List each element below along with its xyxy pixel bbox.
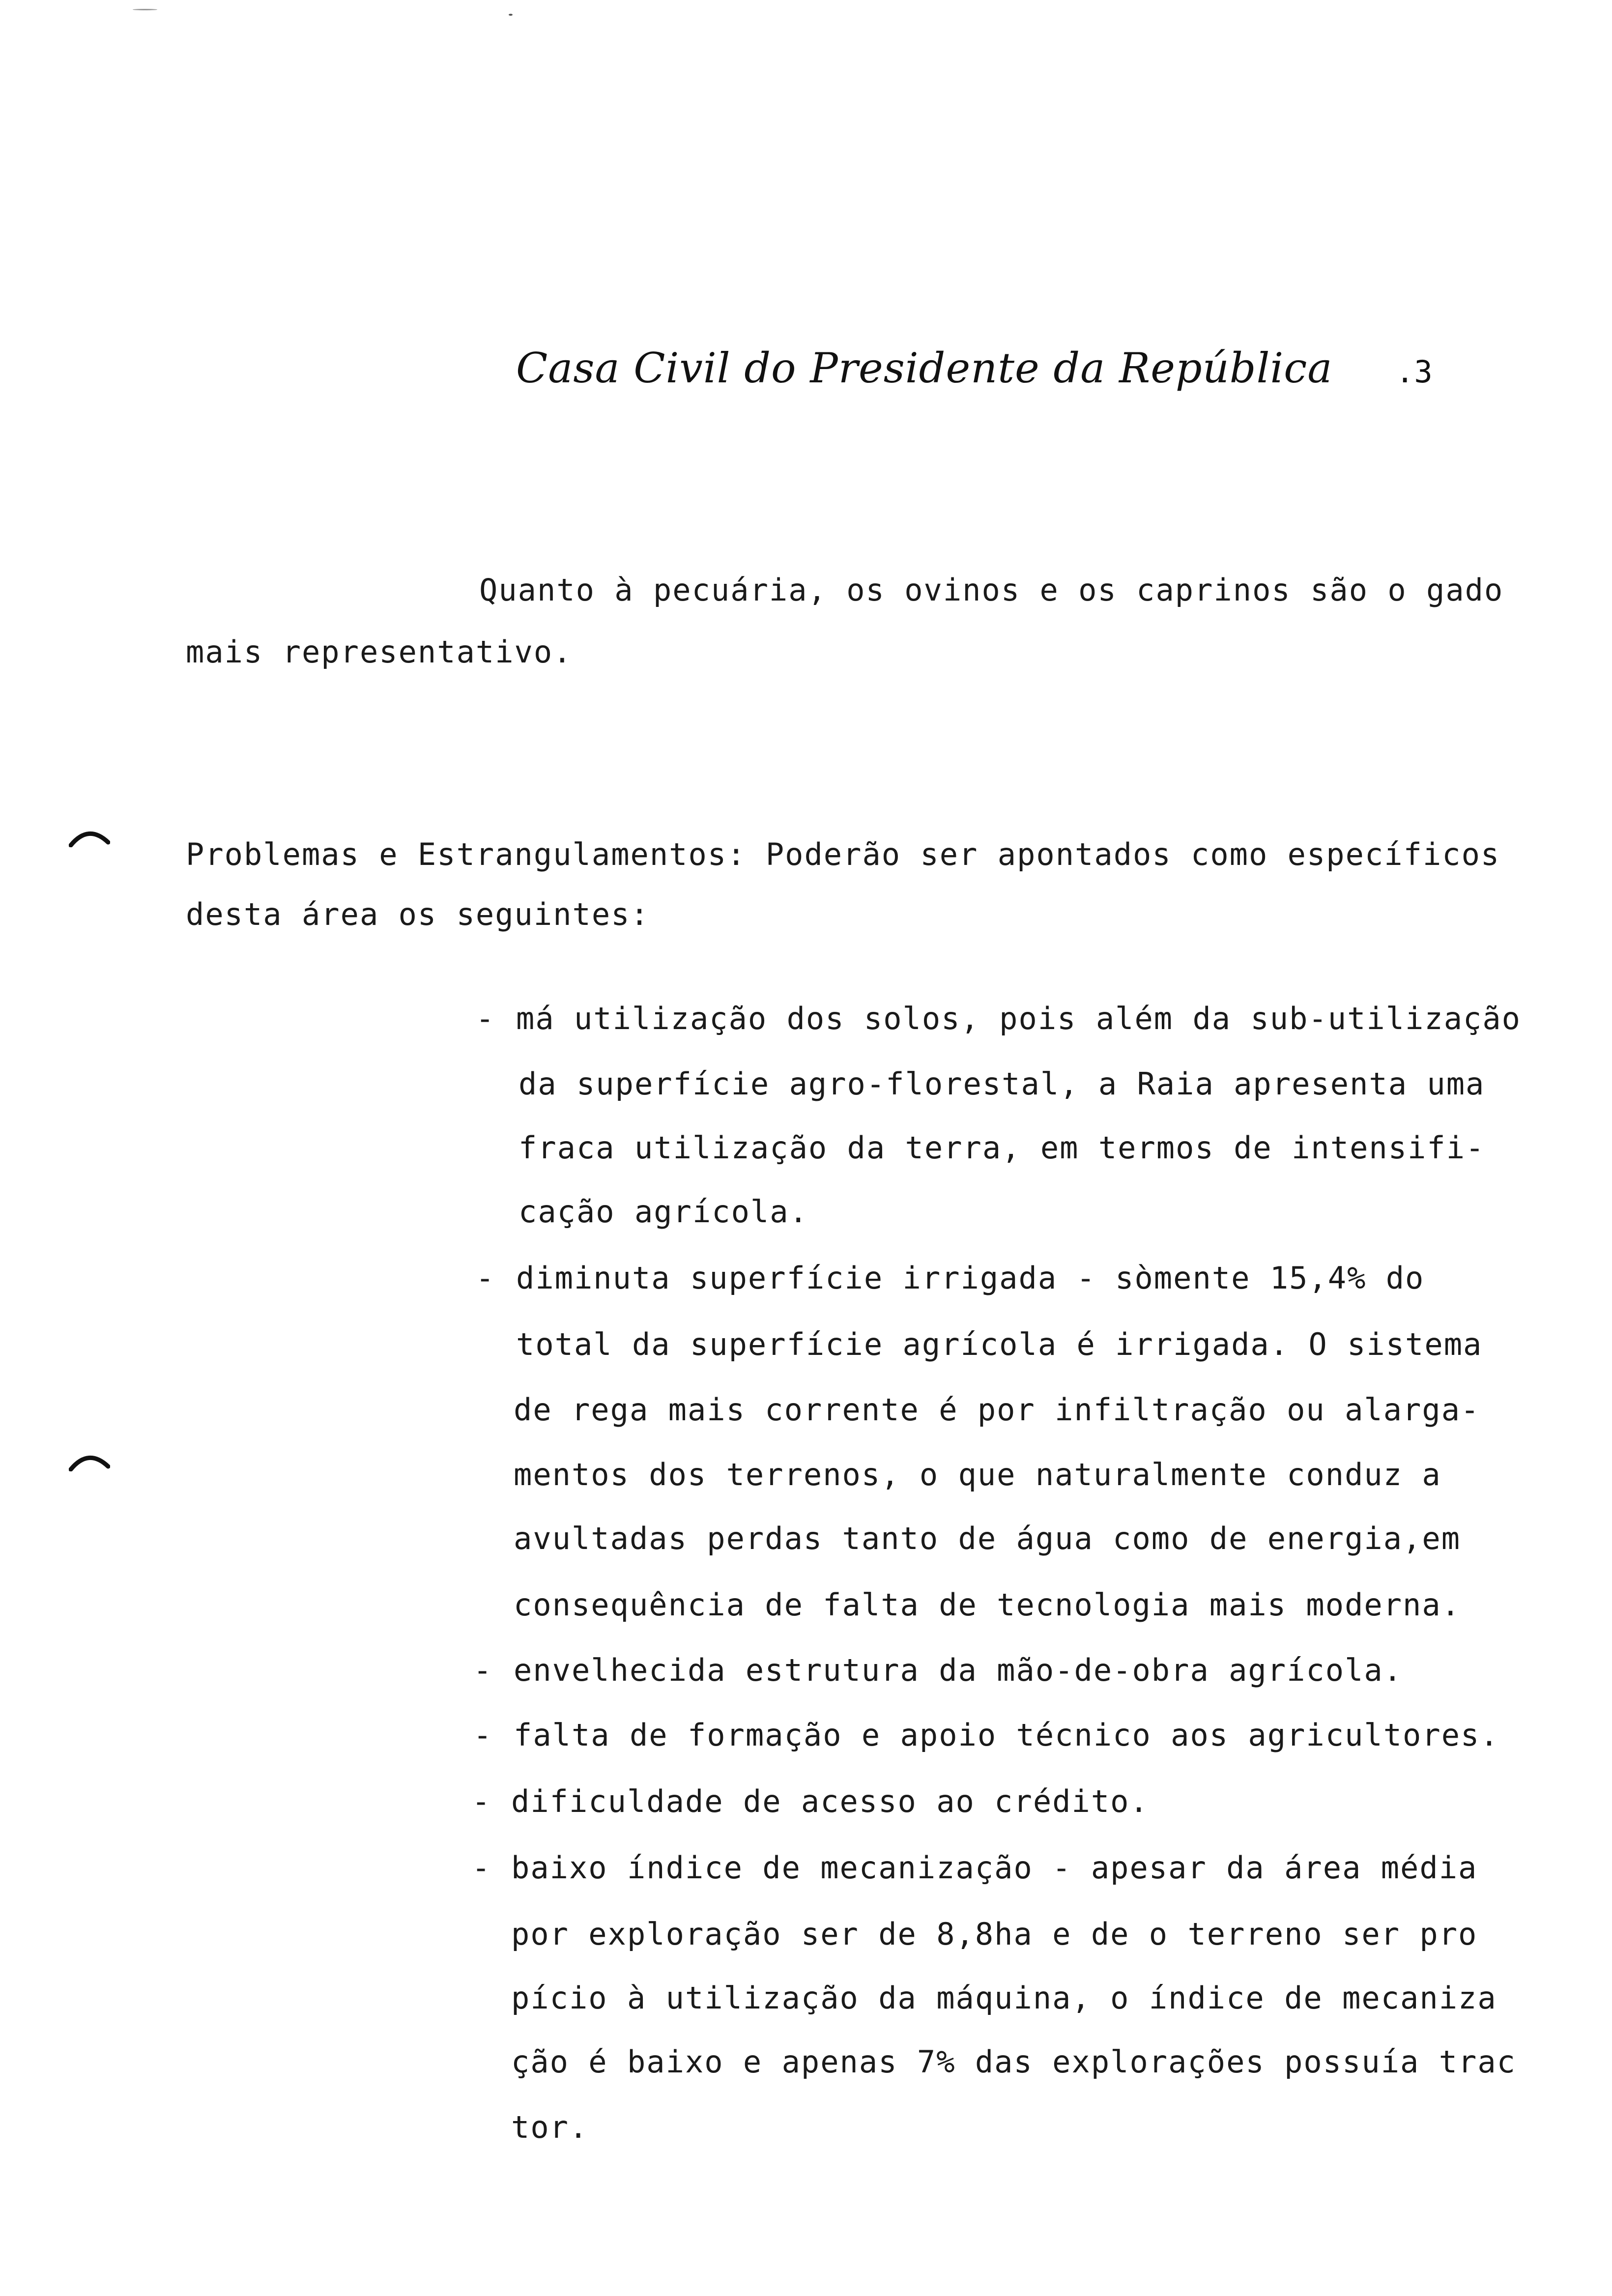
list-item-2-line-3: de rega mais corrente é por infiltração ou alarga-: [514, 1392, 1480, 1428]
list-item-6-line-5: tor.: [511, 2109, 589, 2145]
letterhead-title: Casa Civil do Presidente da República: [516, 344, 1333, 392]
list-item-1-line-1: má utilização dos solos, pois além da sub-utilização: [516, 1001, 1522, 1036]
list-item-2-line-5: avultadas perdas tanto de água como de energia,em: [514, 1521, 1461, 1556]
list-item-1-line-4: cação agrícola.: [518, 1194, 808, 1230]
letterhead: [516, 339, 1450, 398]
list-item-6-line-3: pício à utilização da máquina, o índice de mecaniza: [511, 1980, 1497, 2016]
list-item-6-line-2: por exploração ser de 8,8ha e de o terreno ser pro: [511, 1916, 1478, 1952]
paragraph-2-line-2: desta área os seguintes:: [186, 896, 650, 932]
speck: [509, 14, 513, 16]
list-item-2-line-4: mentos dos terrenos, o que naturalmente conduz a: [514, 1457, 1441, 1492]
speck: [133, 9, 157, 10]
list-item-1-line-2: da superfície agro-florestal, a Raia apresenta uma: [518, 1066, 1485, 1102]
list-item-3-line-1: envelhecida estrutura da mão-de-obra agrícola.: [514, 1652, 1403, 1688]
list-bullet: -: [476, 1001, 494, 1036]
list-item-2-line-6: consequência de falta de tecnologia mais moderna.: [514, 1587, 1461, 1623]
list-item-2-line-1: diminuta superfície irrigada - sòmente 15,4% do: [516, 1260, 1425, 1296]
list-item-2-line-2: total da superfície agrícola é irrigada. O sistema: [516, 1326, 1483, 1362]
list-item-1-line-3: fraca utilização da terra, em termos de intensifi-: [518, 1130, 1485, 1166]
list-item-4-line-1: falta de formação e apoio técnico aos agricultores.: [514, 1717, 1499, 1753]
list-bullet: -: [472, 1850, 490, 1886]
paragraph-1-line-1: Quanto à pecuária, os ovinos e os caprinos são o gado: [479, 572, 1504, 608]
list-item-5-line-1: dificuldade de acesso ao crédito.: [511, 1783, 1149, 1819]
list-bullet: -: [473, 1652, 492, 1688]
list-bullet: -: [472, 1783, 490, 1819]
list-item-6-line-1: baixo índice de mecanização - apesar da área média: [511, 1850, 1478, 1886]
paragraph-1-line-2: mais representativo.: [186, 634, 573, 670]
binder-hole-mark-bottom: [69, 1450, 110, 1471]
list-bullet: -: [473, 1717, 492, 1753]
page-number: .3: [1396, 354, 1433, 390]
binder-hole-mark-top: [69, 826, 110, 847]
list-item-6-line-4: ção é baixo e apenas 7% das explorações possuía trac: [511, 2044, 1517, 2080]
list-bullet: -: [476, 1260, 494, 1296]
paragraph-2-line-1: Problemas e Estrangulamentos: Poderão ser apontados como específicos: [186, 836, 1500, 872]
